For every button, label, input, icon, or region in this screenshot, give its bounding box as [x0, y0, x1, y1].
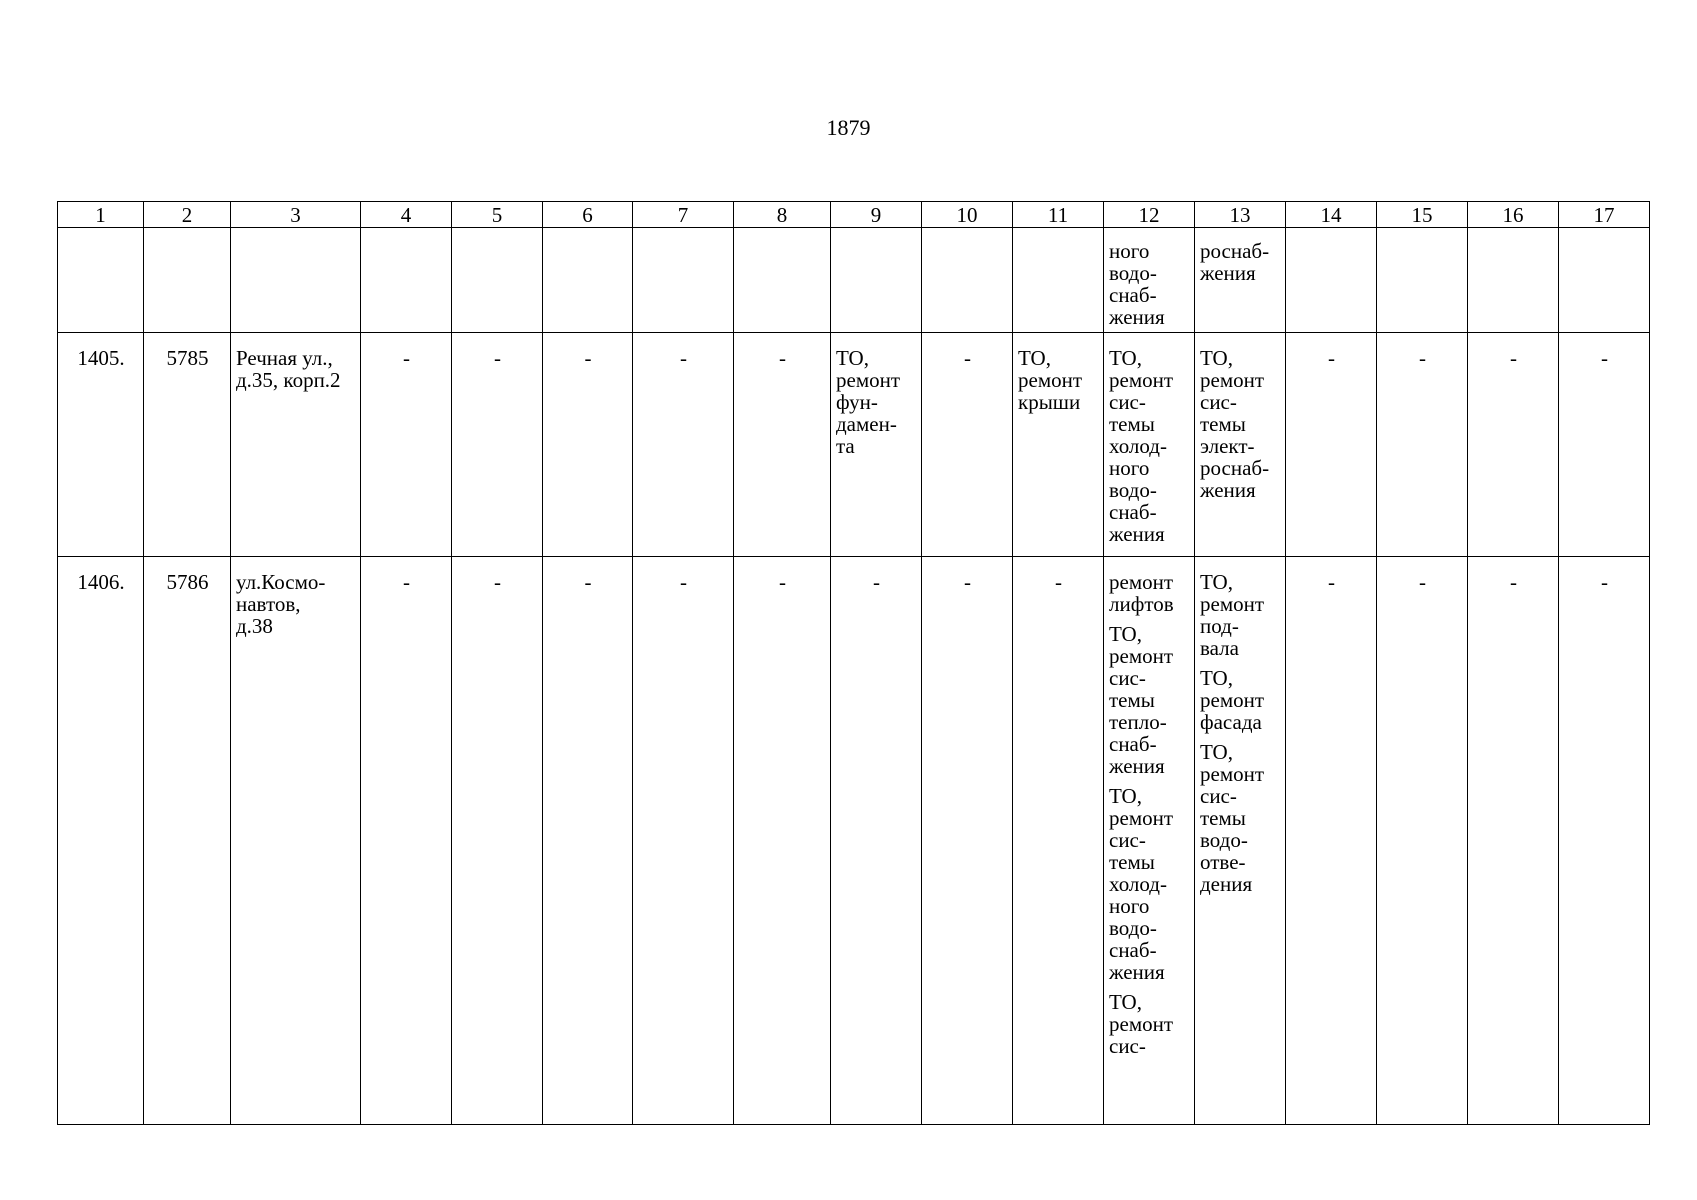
table-cell: -: [1510, 570, 1517, 594]
column-header: 14: [1286, 202, 1377, 228]
address: Речная ул., д.35, корп.2: [236, 346, 341, 392]
table-cell: -: [1055, 570, 1062, 594]
table-cell: -: [873, 570, 880, 594]
table-cell: -: [1510, 346, 1517, 370]
table-cell: -: [494, 346, 501, 370]
table-cell: ТО, ремонт крыши: [1018, 346, 1083, 414]
table-cell: [1195, 557, 1285, 895]
table-cell: роснаб- жения: [1200, 239, 1270, 285]
column-header: 6: [543, 202, 633, 228]
row-number: 1406.: [77, 570, 125, 594]
work-item: ТО, ремонт сис-: [1109, 990, 1174, 1058]
table-cell: [1104, 557, 1194, 1124]
object-code: 5786: [166, 570, 209, 594]
table-cell: -: [779, 346, 786, 370]
column-header: 11: [1013, 202, 1104, 228]
column-header: 17: [1559, 202, 1650, 228]
object-code: 5785: [166, 346, 209, 370]
table-cell: -: [964, 346, 971, 370]
column-header: 1: [58, 202, 144, 228]
table-cell: -: [1601, 570, 1608, 594]
work-item: ТО, ремонт сис- темы холод- ного водо- снаб- жения: [1109, 346, 1174, 546]
table-cell: -: [680, 346, 687, 370]
column-header: 4: [361, 202, 452, 228]
column-header: 16: [1468, 202, 1559, 228]
column-header: 7: [633, 202, 734, 228]
table-cell: -: [1419, 570, 1426, 594]
work-item: ТО, ремонт сис- темы холод- ного водо- снаб- жения: [1109, 784, 1174, 984]
column-header: 13: [1195, 202, 1286, 228]
table-cell: -: [494, 570, 501, 594]
table-cell: -: [779, 570, 786, 594]
table-row: [58, 557, 1650, 1125]
column-header: 3: [231, 202, 361, 228]
column-header: 12: [1104, 202, 1195, 228]
data-table: [57, 201, 1650, 1125]
row-number: 1405.: [77, 346, 125, 370]
table-cell: -: [403, 570, 410, 594]
table-cell: ного водо- снаб- жения: [1109, 239, 1165, 329]
table-row-continuation: [58, 228, 1650, 333]
header-row: [58, 202, 1650, 228]
column-header: 15: [1377, 202, 1468, 228]
table-row: [58, 333, 1650, 557]
table-cell: -: [964, 570, 971, 594]
work-item: ремонт лифтов: [1109, 570, 1174, 616]
work-item: ТО, ремонт фасада: [1200, 666, 1265, 734]
table-cell: ТО, ремонт фун- дамен- та: [836, 346, 901, 458]
column-header: 8: [734, 202, 831, 228]
page-number: 1879: [826, 115, 871, 140]
table-cell: -: [403, 346, 410, 370]
column-header: 5: [452, 202, 543, 228]
address: ул.Космо- навтов, д.38: [236, 570, 326, 638]
table-cell: -: [1328, 570, 1335, 594]
work-item: ТО, ремонт сис- темы элект- роснаб- жения: [1200, 346, 1270, 502]
table-cell: -: [680, 570, 687, 594]
table-cell: [1195, 333, 1285, 501]
table-cell: -: [1601, 346, 1608, 370]
work-item: ТО, ремонт сис- темы тепло- снаб- жения: [1109, 622, 1174, 778]
column-header: 2: [144, 202, 231, 228]
column-header: 10: [922, 202, 1013, 228]
table-cell: [1104, 333, 1194, 545]
table-cell: -: [1328, 346, 1335, 370]
work-item: ТО, ремонт сис- темы водо- отве- дения: [1200, 740, 1265, 896]
column-header: 9: [831, 202, 922, 228]
table-cell: -: [1419, 346, 1426, 370]
table-cell: -: [584, 570, 592, 594]
table-cell: -: [584, 346, 592, 370]
work-item: ТО, ремонт под- вала: [1200, 570, 1265, 660]
